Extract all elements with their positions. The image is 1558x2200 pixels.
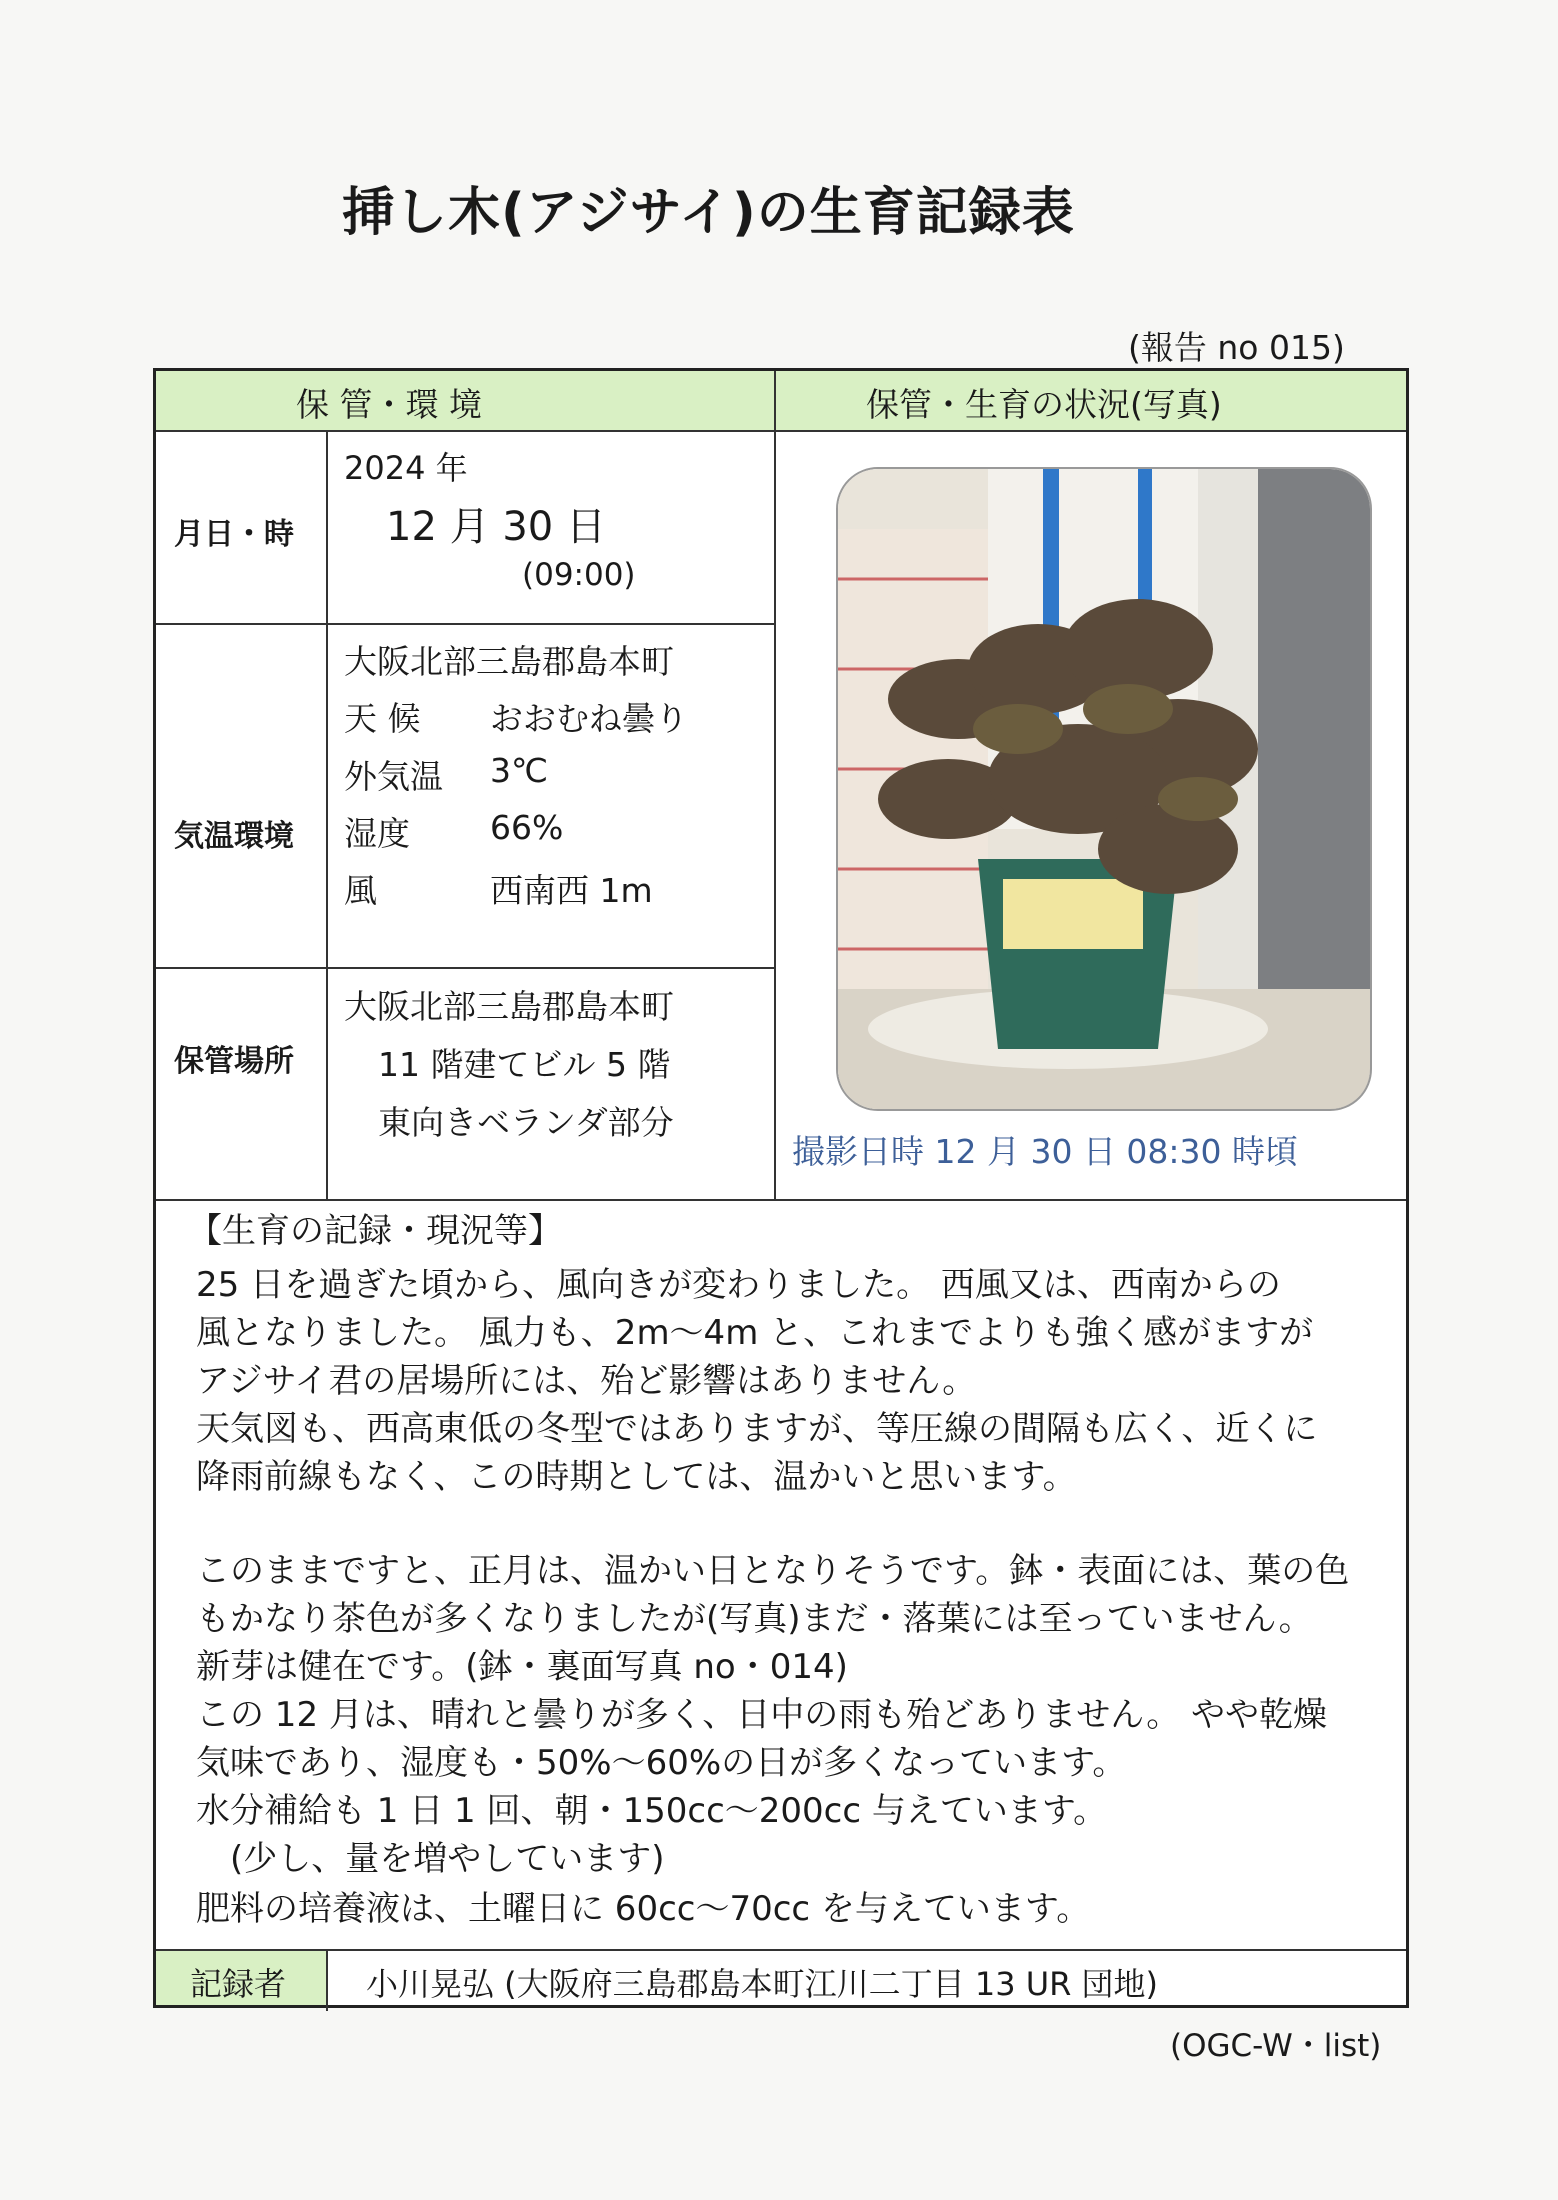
photo-caption: 撮影日時 12 月 30 日 08:30 時頃	[792, 1132, 1299, 1171]
record-line: 気味であり、湿度も・50%〜60%の日が多くなっています。	[196, 1743, 1127, 1783]
weather-key-humidity: 湿度	[344, 814, 410, 853]
record-line: 肥料の培養液は、土曜日に 60cc〜70cc を与えています。	[196, 1889, 1091, 1929]
recorder-name: 小川晃弘 (大阪府三島郡島本町江川二丁目 13 UR 団地)	[366, 1965, 1159, 2003]
weather-value-condition: おおむね曇り	[490, 699, 688, 738]
plant-photo	[836, 467, 1372, 1111]
storage-line-2: 11 階建てビル 5 階	[378, 1045, 671, 1084]
record-line: 天気図も、西高東低の冬型ではありますが、等圧線の間隔も広く、近くに	[196, 1409, 1318, 1449]
record-line: 降雨前線もなく、この時期としては、温かいと思います。	[196, 1457, 1077, 1497]
header-environment: 保 管・環 境	[296, 385, 482, 424]
record-sheet	[153, 368, 1409, 2008]
record-heading: 【生育の記録・現況等】	[188, 1211, 562, 1251]
record-line: 25 日を過ぎた頃から、風向きが変わりました。 西風又は、西南からの	[196, 1265, 1281, 1305]
storage-label: 保管場所	[174, 1044, 294, 1079]
record-line: 新芽は健在です。(鉢・裏面写真 no・014)	[196, 1647, 848, 1687]
record-line: 風となりました。 風力も、2m〜4m と、これまでよりも強く感がますが	[196, 1313, 1314, 1353]
date-day: 12 月 30 日	[386, 504, 606, 550]
storage-line-3: 東向きベランダ部分	[378, 1103, 674, 1142]
record-line: 水分補給も 1 日 1 回、朝・150cc〜200cc 与えています。	[196, 1791, 1108, 1831]
footer-note: (OGC-W・list)	[1170, 2028, 1382, 2064]
record-line: このままですと、正月は、温かい日となりそうです。鉢・表面には、葉の色	[196, 1551, 1350, 1591]
weather-value-humidity: 66%	[490, 808, 564, 847]
record-line: アジサイ君の居場所には、殆ど影響はありません。	[196, 1361, 977, 1401]
storage-line-1: 大阪北部三島郡島本町	[344, 987, 674, 1026]
date-year: 2024 年	[344, 449, 468, 487]
hydrangea-pot-image	[838, 469, 1370, 1109]
record-line: もかなり茶色が多くなりましたが(写真)まだ・落葉には至っていません。	[196, 1599, 1313, 1639]
recorder-label: 記録者	[190, 1965, 287, 2003]
date-time: (09:00)	[522, 557, 636, 593]
record-line: この 12 月は、晴れと曇りが多く、日中の雨も殆どありません。 やや乾燥	[196, 1695, 1328, 1735]
weather-key-temperature: 外気温	[344, 757, 443, 796]
report-number: (報告 no 015)	[1128, 328, 1345, 367]
weather-key-condition: 天 候	[344, 699, 421, 738]
weather-label: 気温環境	[174, 819, 294, 854]
weather-location: 大阪北部三島郡島本町	[344, 642, 674, 681]
weather-key-wind: 風	[344, 871, 377, 910]
header-photo-status: 保管・生育の状況(写真)	[866, 385, 1222, 424]
record-line: (少し、量を増やしています)	[196, 1839, 665, 1879]
weather-value-temperature: 3℃	[490, 751, 549, 790]
weather-value-wind: 西南西 1m	[490, 871, 653, 910]
date-label: 月日・時	[174, 517, 294, 552]
